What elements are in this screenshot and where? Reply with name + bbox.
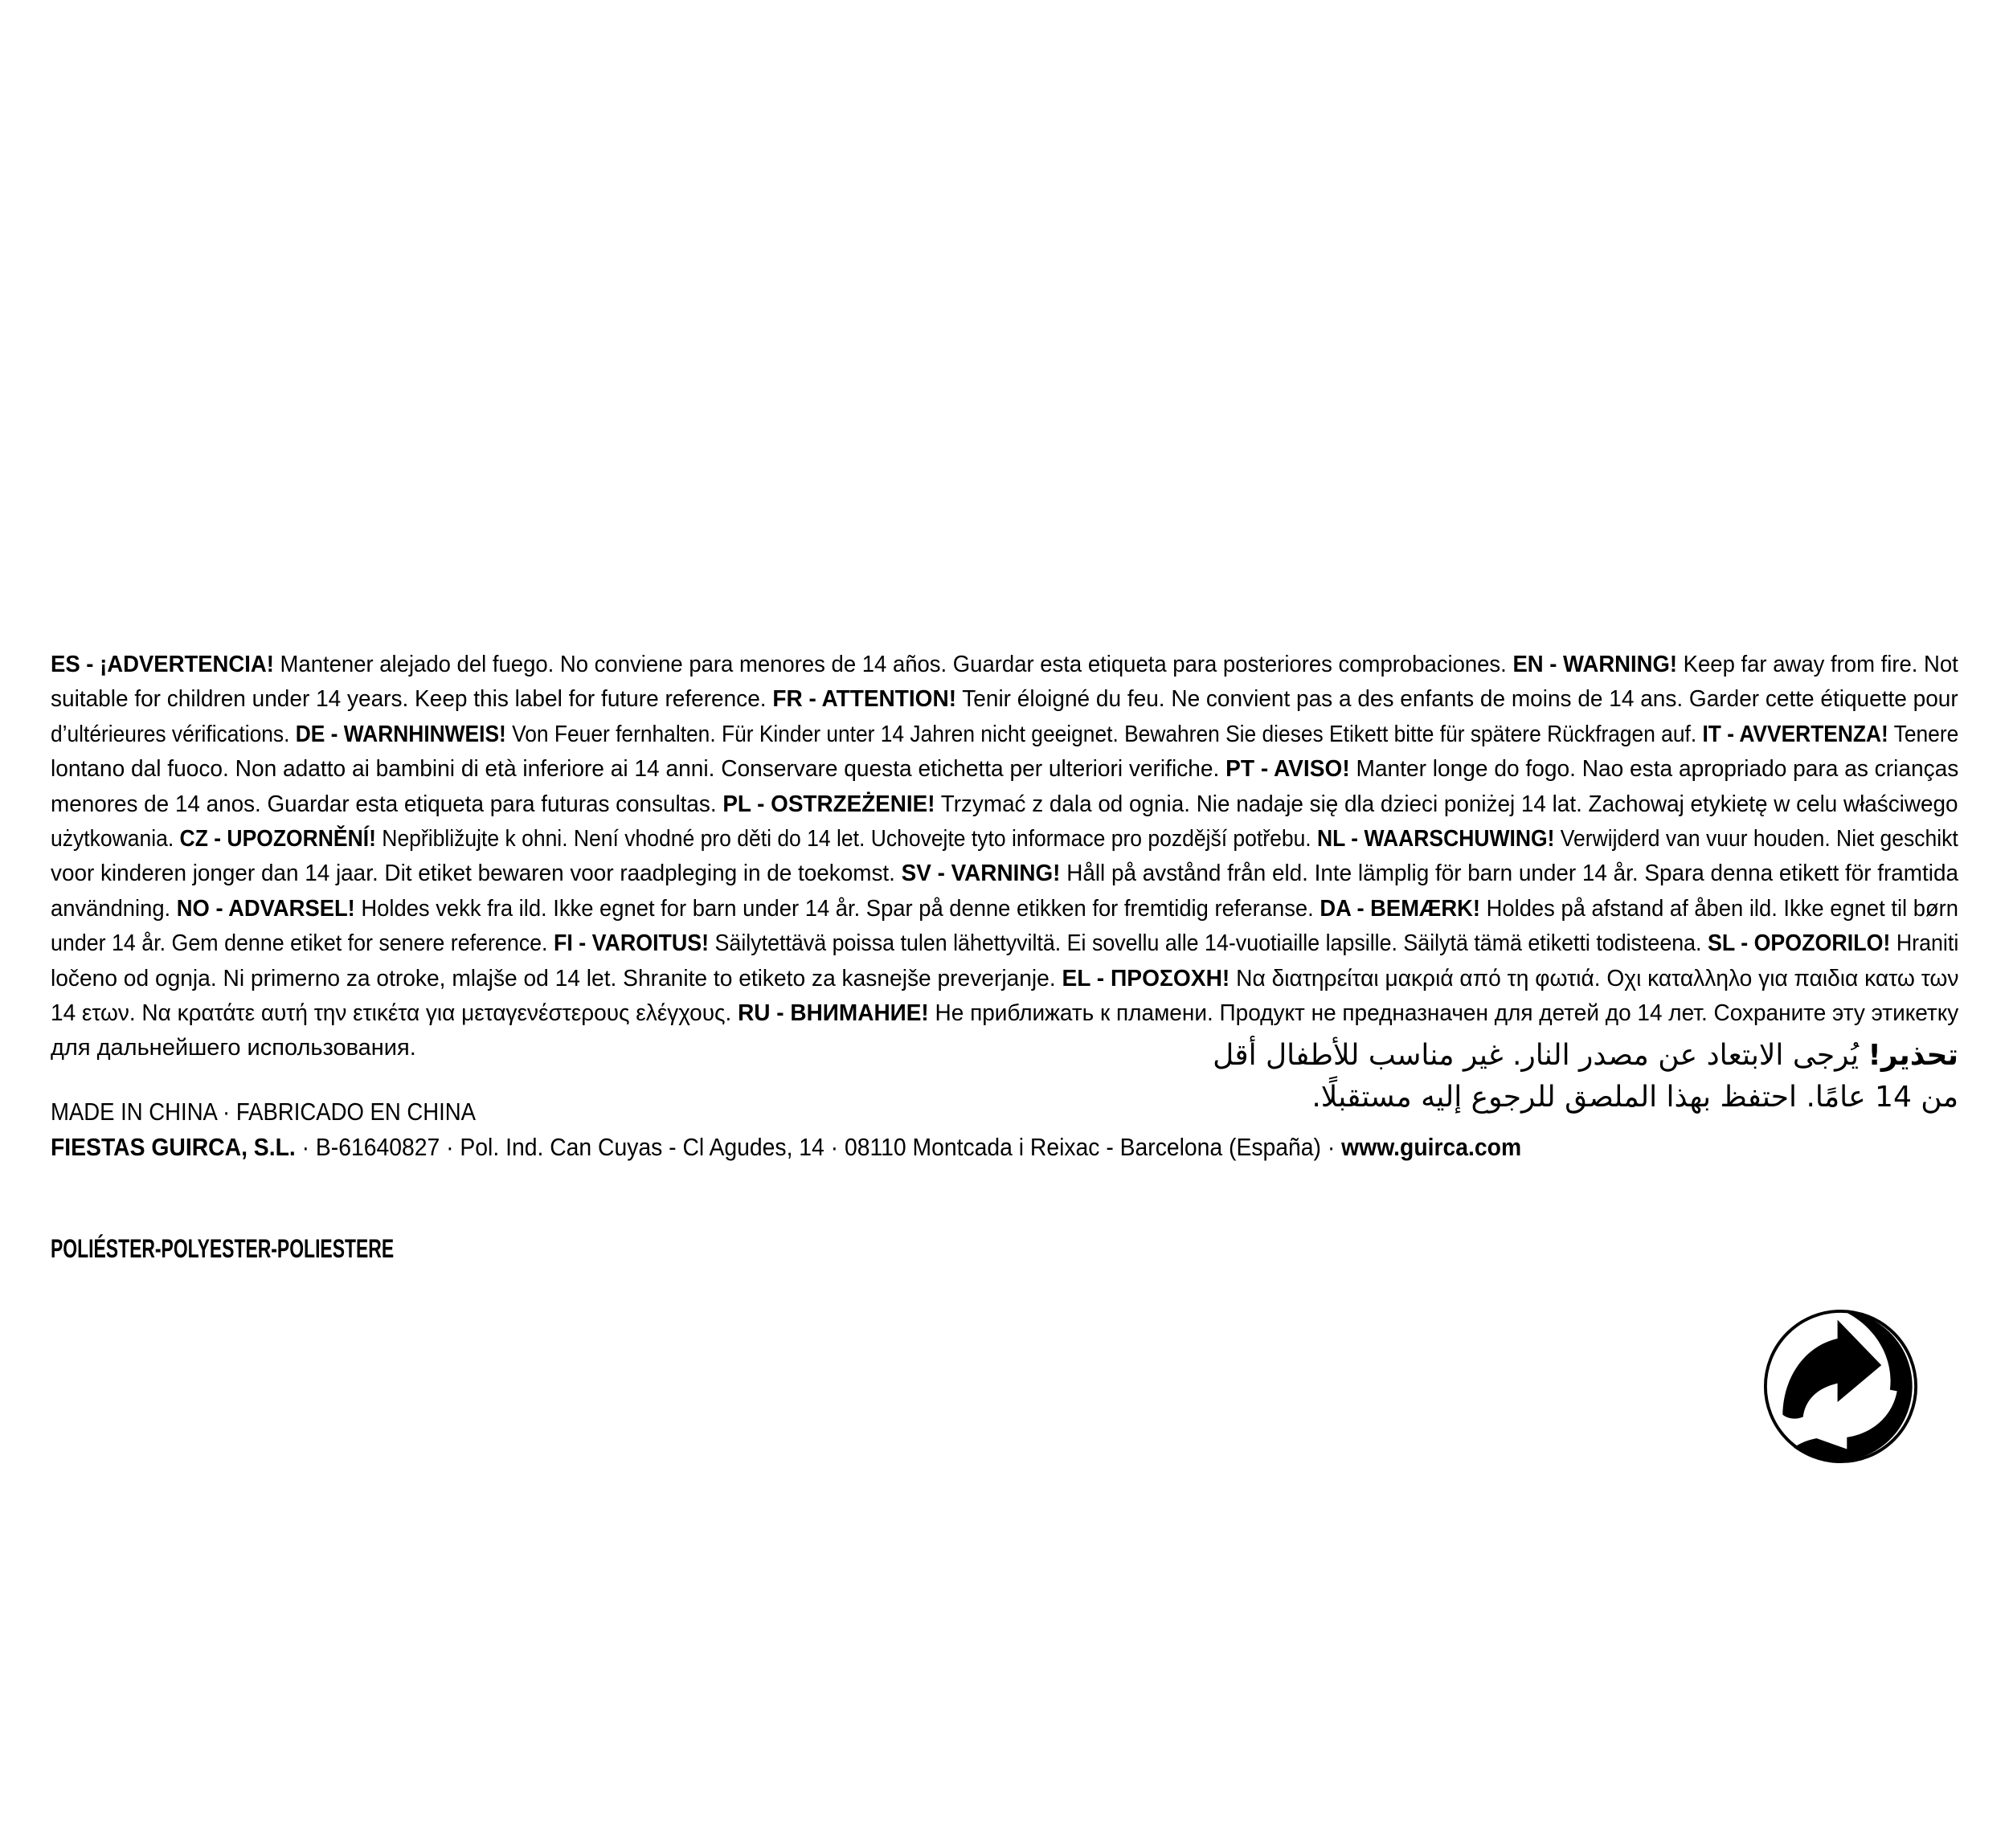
warning-text: Trzymać z dala od ognia. Nie nadaje się dla dzieci poniżej 14 lat. Zachowaj etykietę w celu właściwego bbox=[935, 791, 1958, 817]
warning-line bbox=[51, 718, 1958, 752]
language-tag: NL - WAARSCHUWING! bbox=[1317, 825, 1555, 852]
warning-text: voor kinderen jonger dan 14 jaar. Dit etiket bewaren voor raadpleging in de toekomst. bbox=[51, 861, 902, 887]
warning-line bbox=[51, 752, 1958, 787]
warning-text: Manter longe do fogo. Nao esta apropriado para as crianças bbox=[1349, 756, 1959, 783]
language-tag: CZ - UPOZORNĚNÍ! bbox=[179, 825, 376, 852]
language-tag: FI - VAROITUS! bbox=[553, 930, 710, 957]
warning-text: Tenere bbox=[1888, 721, 1959, 747]
warning-line bbox=[51, 926, 1958, 961]
warning-text: Tenir éloigné du feu. Ne convient pas a des enfants de moins de 14 ans. Garder cette étiquette pour bbox=[956, 686, 1958, 713]
warning-text: Holdes på afstand af åben ild. Ikke egnet til børn bbox=[1480, 895, 1958, 922]
warning-line bbox=[51, 682, 1958, 717]
warning-text: 14 ετων. Να κρατάτε αυτή την ετικέτα για μεταγενέστερους ελέγχους. bbox=[51, 1000, 739, 1026]
language-tag: EN - WARNING! bbox=[1512, 652, 1678, 677]
warning-text: menores de 14 anos. Guardar esta etiqueta para futuras consultas. bbox=[51, 791, 723, 817]
arabic-warning-block bbox=[1213, 1035, 1958, 1118]
website-text: www.guirca.com bbox=[1341, 1133, 1522, 1161]
language-tag: SV - VARNING! bbox=[901, 861, 1061, 887]
warning-line bbox=[51, 857, 1958, 891]
material-line: POLIÉSTER-POLYESTER-POLIESTERE bbox=[51, 1234, 395, 1263]
warning-text: Håll på avstånd från eld. Inte lämplig för barn under 14 år. Spara denna etikett för framtida bbox=[1060, 861, 1958, 887]
warning-line bbox=[51, 822, 1958, 857]
language-tag: FR - ATTENTION! bbox=[772, 686, 957, 713]
language-tag: ES - ¡ADVERTENCIA! bbox=[51, 652, 274, 677]
arabic-warning-line: من 14 عامًا. احتفظ بهذا الملصق للرجوع إليه مستقبلًا. bbox=[1311, 1081, 1958, 1114]
warning-text: lontano dal fuoco. Non adatto ai bambini di età inferiore ai 14 anni. Conservare questa etichetta per ulteriori verifiche. bbox=[51, 756, 1226, 783]
language-tag: PT - AVISO! bbox=[1225, 756, 1350, 783]
warning-line bbox=[51, 1031, 416, 1065]
arabic-warning-tag: تحذير! bbox=[1868, 1039, 1958, 1072]
language-tag: DE - WARNHINWEIS! bbox=[295, 721, 506, 747]
warning-text: Holdes vekk fra ild. Ikke egnet for barn under 14 år. Spar på denne etikken for fremtidig referanse. bbox=[354, 895, 1320, 922]
warning-text: användning. bbox=[51, 895, 177, 922]
language-tag: SL - OPOZORILO! bbox=[1707, 930, 1891, 957]
language-tag: IT - AVVERTENZA! bbox=[1702, 721, 1888, 747]
warning-text: under 14 år. Gem denne etiket for senere reference. bbox=[51, 930, 554, 957]
warning-text: Keep far away from fire. Not bbox=[1677, 652, 1958, 677]
warning-text: ločeno od ognja. Ni primerno za otroke, mlajše od 14 let. Shranite to etiketo za kasnejše preverjanje. bbox=[51, 965, 1062, 991]
made-in-line: MADE IN CHINA · FABRICADO EN CHINA bbox=[51, 1098, 476, 1126]
warning-line bbox=[51, 648, 1958, 682]
language-tag: EL - ΠΡΟΣΟΧΗ! bbox=[1062, 965, 1230, 991]
warning-text: Mantener alejado del fuego. No conviene para menores de 14 años. Guardar esta etiqueta para posteriores comprobaciones. bbox=[273, 652, 1513, 677]
warning-text: Nepřibližujte k ohni. Není vhodné pro děti do 14 let. Uchovejte tyto informace pro pozdější potřebu. bbox=[375, 825, 1318, 852]
warning-text: Verwijderd van vuur houden. Niet geschikt bbox=[1554, 825, 1958, 852]
warning-text: Να διατηρείται μακριά από τη φωτιά. Οχι καταλληλο για παιδια κατω των bbox=[1230, 965, 1959, 991]
warning-text: для дальнейшего использования. bbox=[51, 1035, 416, 1061]
arabic-warning-line bbox=[1213, 1035, 1958, 1077]
language-tag: RU - ВНИМАНИЕ! bbox=[738, 1000, 929, 1026]
warning-text: Säilytettävä poissa tulen lähettyviltä. Ei sovellu alle 14-vuotiaille lapsille. Säilytä tämä etiketti todisteena. bbox=[709, 930, 1708, 957]
warning-text: suitable for children under 14 years. Keep this label for future reference. bbox=[51, 686, 773, 713]
warning-text: Не приближать к пламени. Продукт не предназначен для детей до 14 лет. Сохраните эту этикетку bbox=[928, 1000, 1959, 1026]
company-details: · B-61640827 · Pol. Ind. Can Cuyas - Cl Agudes, 14 · 08110 Montcada i Reixac - Barcelona (España) · bbox=[295, 1133, 1342, 1161]
warning-text: d’ultérieures vérifications. bbox=[51, 721, 296, 747]
company-name: FIESTAS GUIRCA, S.L. bbox=[51, 1133, 296, 1161]
arabic-warning-text: يُرجى الابتعاد عن مصدر النار. غير مناسب للأطفال أقل bbox=[1213, 1039, 1868, 1072]
language-tag: PL - OSTRZEŻENIE! bbox=[722, 791, 935, 817]
warning-line bbox=[51, 996, 1958, 1031]
warning-text: Hraniti bbox=[1890, 930, 1959, 957]
warning-text: Von Feuer fernhalten. Für Kinder unter 14 Jahren nicht geeignet. Bewahren Sie dieses Etikett bitte für spätere Rückfragen auf. bbox=[505, 721, 1703, 747]
warning-line bbox=[51, 962, 1959, 996]
warning-text: użytkowania. bbox=[51, 825, 180, 852]
company-line bbox=[51, 1133, 1521, 1162]
green-dot-recycling-icon bbox=[1762, 1308, 1919, 1465]
language-tag: DA - BEMÆRK! bbox=[1320, 895, 1481, 922]
warning-paragraph bbox=[51, 648, 2009, 1066]
warning-line bbox=[51, 892, 1958, 926]
language-tag: NO - ADVARSEL! bbox=[176, 895, 355, 922]
warning-line bbox=[51, 787, 1958, 822]
